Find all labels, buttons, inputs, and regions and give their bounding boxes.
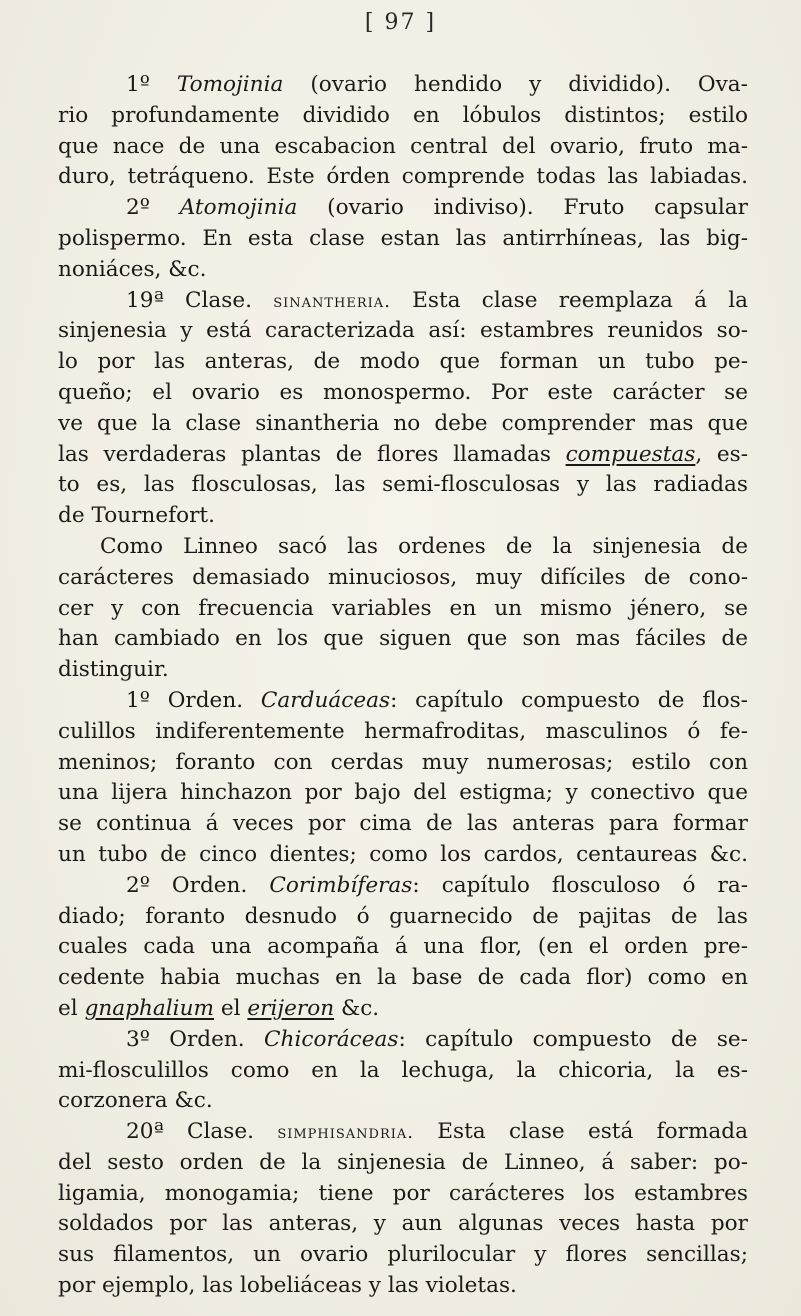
italic-term: Chicoráceas [264,1026,399,1052]
text-line [58,501,748,532]
text-line [58,132,748,163]
text-segment: meninos; foranto con cerdas muy numerosas; estilo con [58,749,748,775]
text-segment: polispermo. En esta clase estan las antirrhíneas, las big- [58,225,748,251]
text-segment: cer y con frecuencia variables en un mismo jénero, se [58,595,748,621]
text-line [58,162,748,193]
text-line [58,255,748,286]
text-line [58,1025,748,1056]
text-segment: del sesto orden de la sinjenesia de Linneo, á saber: po- [58,1149,748,1175]
italic-term: Tomojinia [176,72,284,97]
text-segment: rio profundamente dividido en lóbulos distintos; estilo [58,102,748,128]
text-line [58,686,748,717]
text-segment: una lijera hinchazon por bajo del estigma; y conectivo que [58,780,748,806]
text-segment: duro, tetráqueno. Este órden comprende todas las labiadas. [58,164,748,190]
text-line [58,1086,748,1117]
text-segment: las verdaderas plantas de flores llamadas [58,441,566,467]
text-line [58,378,748,409]
text-segment: cedente habia muchas en la base de cada flor) como en [58,965,748,991]
text-segment: 2º Orden. [126,872,270,898]
text-segment: , es- [695,441,748,467]
text-line [58,440,748,471]
text-line [58,101,748,132]
text-line [58,347,748,378]
text-segment: que nace de una escabacion central del ovario, fruto ma- [58,133,748,159]
text-line [58,316,748,347]
text-line [58,963,748,994]
text-segment: : capítulo compuesto de se- [398,1026,748,1052]
text-line [58,1148,748,1179]
text-line [58,1179,748,1210]
text-segment: soldados por las anteras, y aun algunas veces hasta por [58,1211,748,1237]
text-segment: 2º [126,195,180,221]
text-segment: culillos indiferentemente hermafroditas, masculinos ó fe- [58,718,748,744]
text-segment: han cambiado en los que siguen que son mas fáciles de [58,626,748,652]
text-line [58,994,748,1025]
text-segment: to es, las flosculosas, las semi-flosculosas y las radiadas [58,472,748,498]
text-line [58,224,748,255]
text-line [58,655,748,686]
text-segment: : capítulo flosculoso ó ra- [412,872,748,898]
text-segment: el [58,995,85,1021]
text-line [58,902,748,933]
text-segment: 20ª Clase. [126,1119,278,1145]
text-segment: queño; el ovario es monospermo. Por este carácter se [58,379,748,405]
italic-term: erijeron [247,995,335,1021]
text-segment: &c. [334,995,380,1021]
text-segment: carácteres demasiado minuciosos, muy difíciles de cono- [58,564,748,590]
text-segment: Como Linneo sacó las ordenes de la sinjenesia de [100,533,748,559]
text-line [58,840,748,871]
text-segment: corzonera &c. [58,1088,213,1114]
italic-term: gnaphalium [84,995,214,1021]
text-segment: ve que la clase sinantheria no debe comprender mas que [58,410,748,436]
text-line [58,624,748,655]
text-segment: Esta clase reemplaza á la [390,287,748,313]
text-line [58,809,748,840]
text-segment: : capítulo compuesto de flos- [390,687,748,713]
class-name: simphisandria. [277,1122,415,1144]
text-segment: (ovario hendido y dividido). Ova- [283,72,748,97]
text-line [58,932,748,963]
text-line [58,563,748,594]
text-segment: (ovario indiviso). Fruto capsular [297,195,748,221]
text-segment: 3º Orden. [126,1026,265,1052]
text-segment: diado; foranto desnudo ó guarnecido de pajitas de las [58,903,748,929]
italic-term: compuestas [565,441,696,467]
text-segment: un tubo de cinco dientes; como los cardos, centaureas &c. [58,841,748,867]
text-segment: distinguir. [58,657,169,683]
italic-term: Atomojinia [179,195,298,221]
text-line [58,70,748,101]
text-line [58,778,748,809]
text-segment: de Tournefort. [58,503,215,529]
text-line [58,470,748,501]
text-line [58,532,748,563]
text-line [58,594,748,625]
class-name: sinantheria. [273,290,391,312]
text-line [58,1056,748,1087]
page-number: [ 97 ] [364,10,437,35]
text-line [58,409,748,440]
text-segment: se continua á veces por cima de las anteras para formar [58,811,748,837]
text-segment: mi-flosculillos como en la lechuga, la chicoria, la es- [58,1057,748,1083]
body-text [58,70,748,1302]
text-line [58,748,748,779]
text-line [58,286,748,317]
text-line [58,717,748,748]
text-segment: 19ª Clase. [126,287,274,313]
text-line [58,193,748,224]
italic-term: Corimbíferas [269,872,413,898]
text-segment: lo por las anteras, de modo que forman un tubo pe- [58,349,748,375]
text-line [58,1209,748,1240]
text-segment: cuales cada una acompaña á una flor, (en el orden pre- [58,934,748,960]
text-segment: ligamia, monogamia; tiene por carácteres los estambres [58,1180,748,1206]
italic-term: Carduáceas [260,687,391,713]
text-segment: 1º [126,72,177,97]
text-segment: noniáces, &c. [58,256,207,282]
text-line [58,1271,748,1302]
text-segment: el [213,995,248,1021]
text-line [58,1240,748,1271]
text-line [58,1117,748,1148]
text-segment: Esta clase está formada [414,1119,748,1145]
text-line [58,871,748,902]
text-segment: sus filamentos, un ovario plurilocular y flores sencillas; [58,1242,748,1268]
text-segment: 1º Orden. [126,687,261,713]
text-segment: por ejemplo, las lobeliáceas y las violetas. [58,1273,517,1299]
text-segment: sinjenesia y está caracterizada así: estambres reunidos so- [58,318,748,344]
